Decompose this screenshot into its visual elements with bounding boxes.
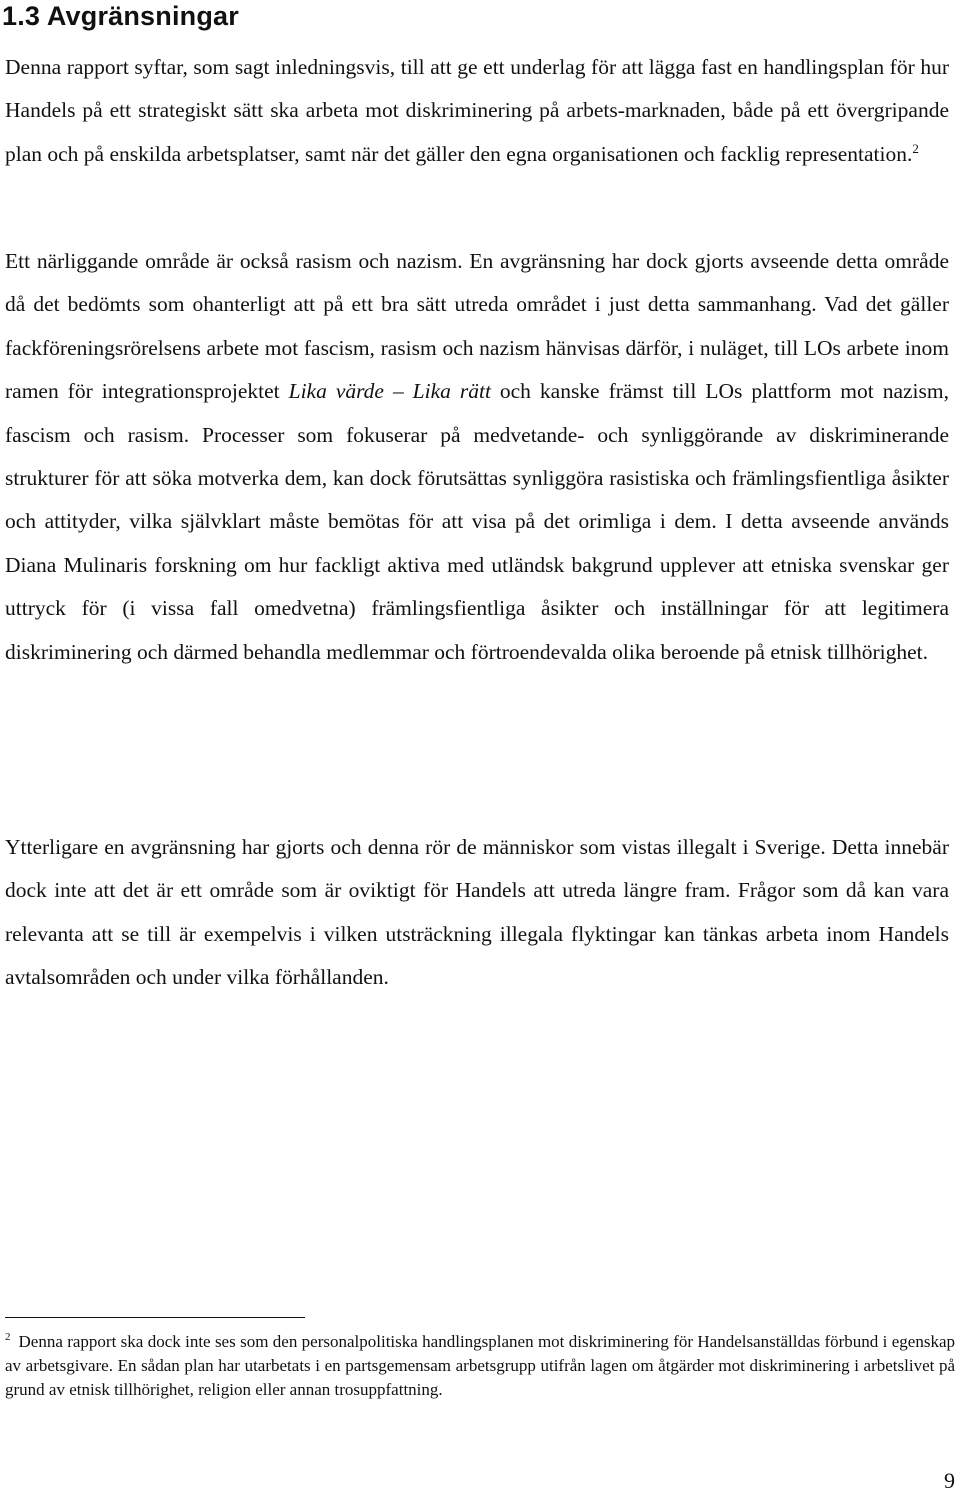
footnote <box>5 1330 955 1402</box>
paragraph-scope-text: Denna rapport syftar, som sagt inledningsvis, till att ge ett underlag för att lägga fast en handlingsplan för hur Handels på ett strategiskt sätt ska arbeta mot diskriminering på arbets-marknaden, både på ett övergripande plan och på enskilda arbetsplatser, samt när det gäller den egna organisationen och facklig representation. <box>5 55 949 166</box>
paragraph-illegal-migrants-text: Ytterligare en avgränsning har gjorts och denna rör de människor som vistas illegalt i Sverige. Detta innebär dock inte att det är ett område som är oviktigt för Handels att utreda längre fram. Frågor som då kan vara relevanta att se till är exempelvis i vilken utsträckning illegala flyktingar kan tänkas arbeta inom Handels avtalsområden och under vilka förhållanden. <box>5 835 949 990</box>
paragraph-racism-text-start: Ett närliggande område är också rasism och nazism. En avgränsning har dock gjorts avseende detta område då det bedömts som ohanterligt att på ett bra sätt utreda området i just detta sammanhang. Vad det gäller fackföreningsrörelsens arbete mot fascism, rasism och nazism hänvisas därför, i nuläget, till LOs arbete inom ramen för integrationsprojektet <box>5 249 949 404</box>
section-heading: 1.3 Avgränsningar <box>2 1 239 31</box>
footnote-divider <box>5 1317 305 1318</box>
footnote-reference: 2 <box>912 140 919 156</box>
paragraph-racism-text-end: och kanske främst till LOs plattform mot nazism, fascism och rasism. Processer som fokuserar på medvetande- och synliggörande av diskriminerande strukturer för att söka motverka dem, kan dock förutsättas synliggöra rasistiska och främlingsfientliga åsikter och attityder, vilka självklart måste bemötas för att visa på det orimliga i dem. I detta avseende används Diana Mulinaris forskning om hur fackligt aktiva med utländsk bakgrund upplever att etniska svenskar ger uttryck för (i vissa fall omedvetna) främlingsfientliga åsikter och inställningar för att legitimera diskriminering och därmed behandla medlemmar och förtroendevalda olika beroende på etnisk tillhörighet. <box>5 379 949 664</box>
paragraph-illegal-migrants <box>5 826 949 1000</box>
project-title-italic: Lika värde – Lika rätt <box>288 379 491 404</box>
footnote-text: Denna rapport ska dock inte ses som den personalpolitiska handlingsplanen mot diskriminering för Handelsanställdas förbund i egenskap av arbetsgivare. En sådan plan har utarbetats i en partsgemensam arbetsgrupp utifrån lagen om åtgärder mot diskriminering i arbetslivet på grund av etnisk tillhörighet, religion eller annan trosuppfattning. <box>5 1332 955 1399</box>
paragraph-racism <box>5 240 949 674</box>
paragraph-scope <box>5 46 949 176</box>
footnote-number: 2 <box>5 1331 11 1344</box>
page-number: 9 <box>944 1468 955 1493</box>
